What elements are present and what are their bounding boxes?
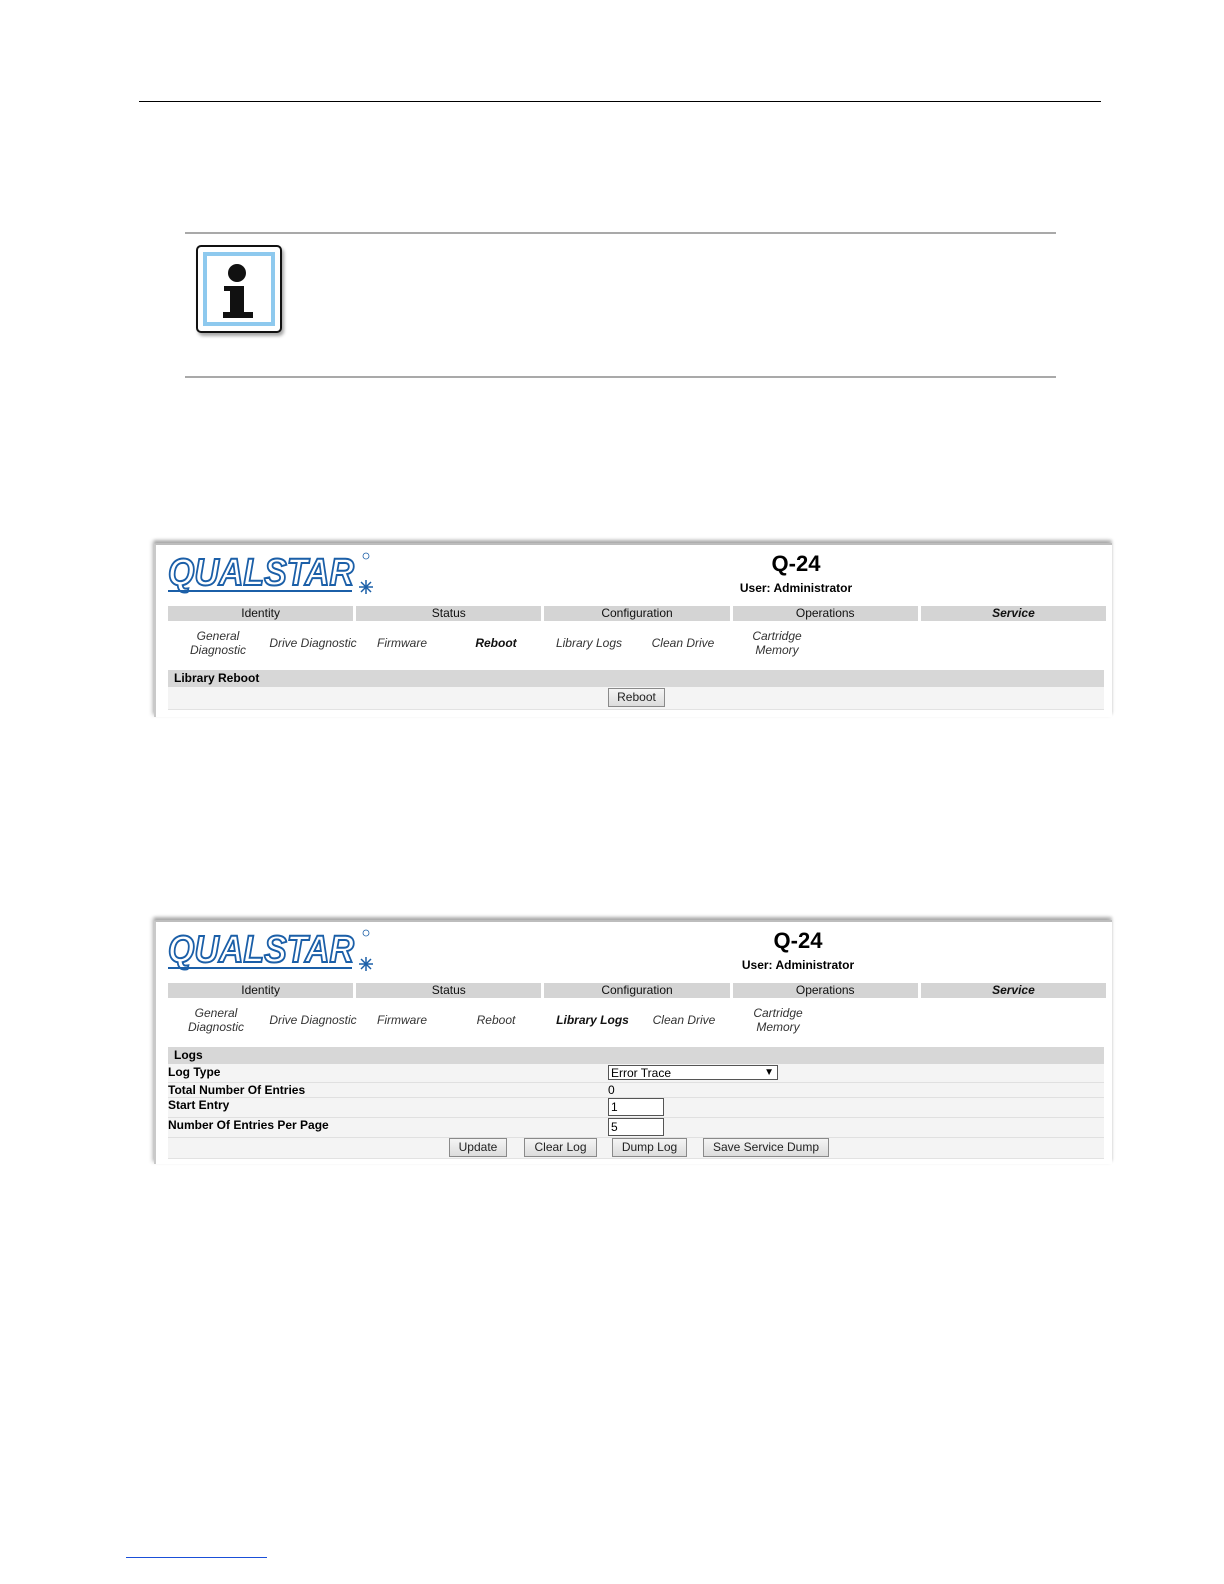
qualstar-logo xyxy=(166,924,378,974)
service-subnav xyxy=(168,625,1106,669)
clear-log-button[interactable]: Clear Log xyxy=(524,1138,597,1157)
total-entries-label: Total Number Of Entries xyxy=(168,1083,306,1097)
tab-status[interactable]: Status xyxy=(356,606,541,621)
user-label: User: Administrator xyxy=(739,581,853,595)
subnav-general-diagnostic[interactable]: General Diagnostic xyxy=(189,629,247,657)
main-tabs xyxy=(168,983,1106,998)
qualstar-logo xyxy=(166,547,378,597)
service-subnav xyxy=(168,1002,1106,1046)
section-title: Library Reboot xyxy=(168,670,1104,687)
screenshot-logs xyxy=(154,920,1112,1164)
header-rule xyxy=(139,101,1101,102)
start-entry-input[interactable]: 1 xyxy=(608,1098,664,1116)
start-entry-label: Start Entry xyxy=(168,1098,230,1112)
reboot-button[interactable]: Reboot xyxy=(608,688,665,707)
tab-identity[interactable]: Identity xyxy=(168,983,353,998)
subnav-drive-diagnostic[interactable]: Drive Diagnostic xyxy=(269,1013,357,1027)
tab-identity[interactable]: Identity xyxy=(168,606,353,621)
update-button[interactable]: Update xyxy=(449,1138,507,1157)
svg-text:QUALSTAR: QUALSTAR xyxy=(168,929,355,971)
user-label: User: Administrator xyxy=(741,958,855,972)
tab-service[interactable]: Service xyxy=(921,983,1106,998)
subnav-cartridge-memory[interactable]: Cartridge Memory xyxy=(753,1006,803,1034)
entries-per-page-label: Number Of Entries Per Page xyxy=(168,1118,329,1132)
tab-operations[interactable]: Operations xyxy=(733,983,918,998)
subnav-clean-drive[interactable]: Clean Drive xyxy=(652,1013,716,1027)
entries-per-page-input[interactable]: 5 xyxy=(608,1118,664,1136)
note-bottom-rule xyxy=(185,376,1056,378)
subnav-library-logs[interactable]: Library Logs xyxy=(556,1013,629,1027)
chevron-down-icon: ▼ xyxy=(764,1067,774,1078)
subnav-clean-drive[interactable]: Clean Drive xyxy=(651,636,715,650)
svg-text:QUALSTAR: QUALSTAR xyxy=(168,552,355,594)
page-title: Q-24 xyxy=(771,551,821,576)
total-entries-value: 0 xyxy=(608,1083,615,1097)
tab-status[interactable]: Status xyxy=(356,983,541,998)
subnav-reboot[interactable]: Reboot xyxy=(475,636,517,650)
log-type-select[interactable]: Error Trace ▼ xyxy=(608,1065,778,1080)
log-type-label: Log Type xyxy=(168,1065,221,1079)
screenshot-reboot xyxy=(154,543,1112,717)
subnav-reboot[interactable]: Reboot xyxy=(476,1013,516,1027)
tab-configuration[interactable]: Configuration xyxy=(544,606,729,621)
subnav-general-diagnostic[interactable]: General Diagnostic xyxy=(187,1006,245,1034)
note-top-rule xyxy=(185,232,1056,234)
section-title: Logs xyxy=(168,1047,1104,1064)
dump-log-button[interactable]: Dump Log xyxy=(612,1138,687,1157)
subnav-drive-diagnostic[interactable]: Drive Diagnostic xyxy=(269,636,357,650)
save-service-dump-button[interactable]: Save Service Dump xyxy=(703,1138,829,1157)
subnav-cartridge-memory[interactable]: Cartridge Memory xyxy=(752,629,802,657)
footer-link-rule xyxy=(126,1557,267,1558)
subnav-firmware[interactable]: Firmware xyxy=(377,1013,427,1027)
tab-service[interactable]: Service xyxy=(921,606,1106,621)
tab-operations[interactable]: Operations xyxy=(733,606,918,621)
subnav-firmware[interactable]: Firmware xyxy=(377,636,427,650)
note-box xyxy=(185,232,1056,378)
tab-configuration[interactable]: Configuration xyxy=(544,983,729,998)
main-tabs xyxy=(168,606,1106,621)
info-icon xyxy=(196,245,282,333)
page-title: Q-24 xyxy=(773,928,823,953)
subnav-library-logs[interactable]: Library Logs xyxy=(555,636,623,650)
